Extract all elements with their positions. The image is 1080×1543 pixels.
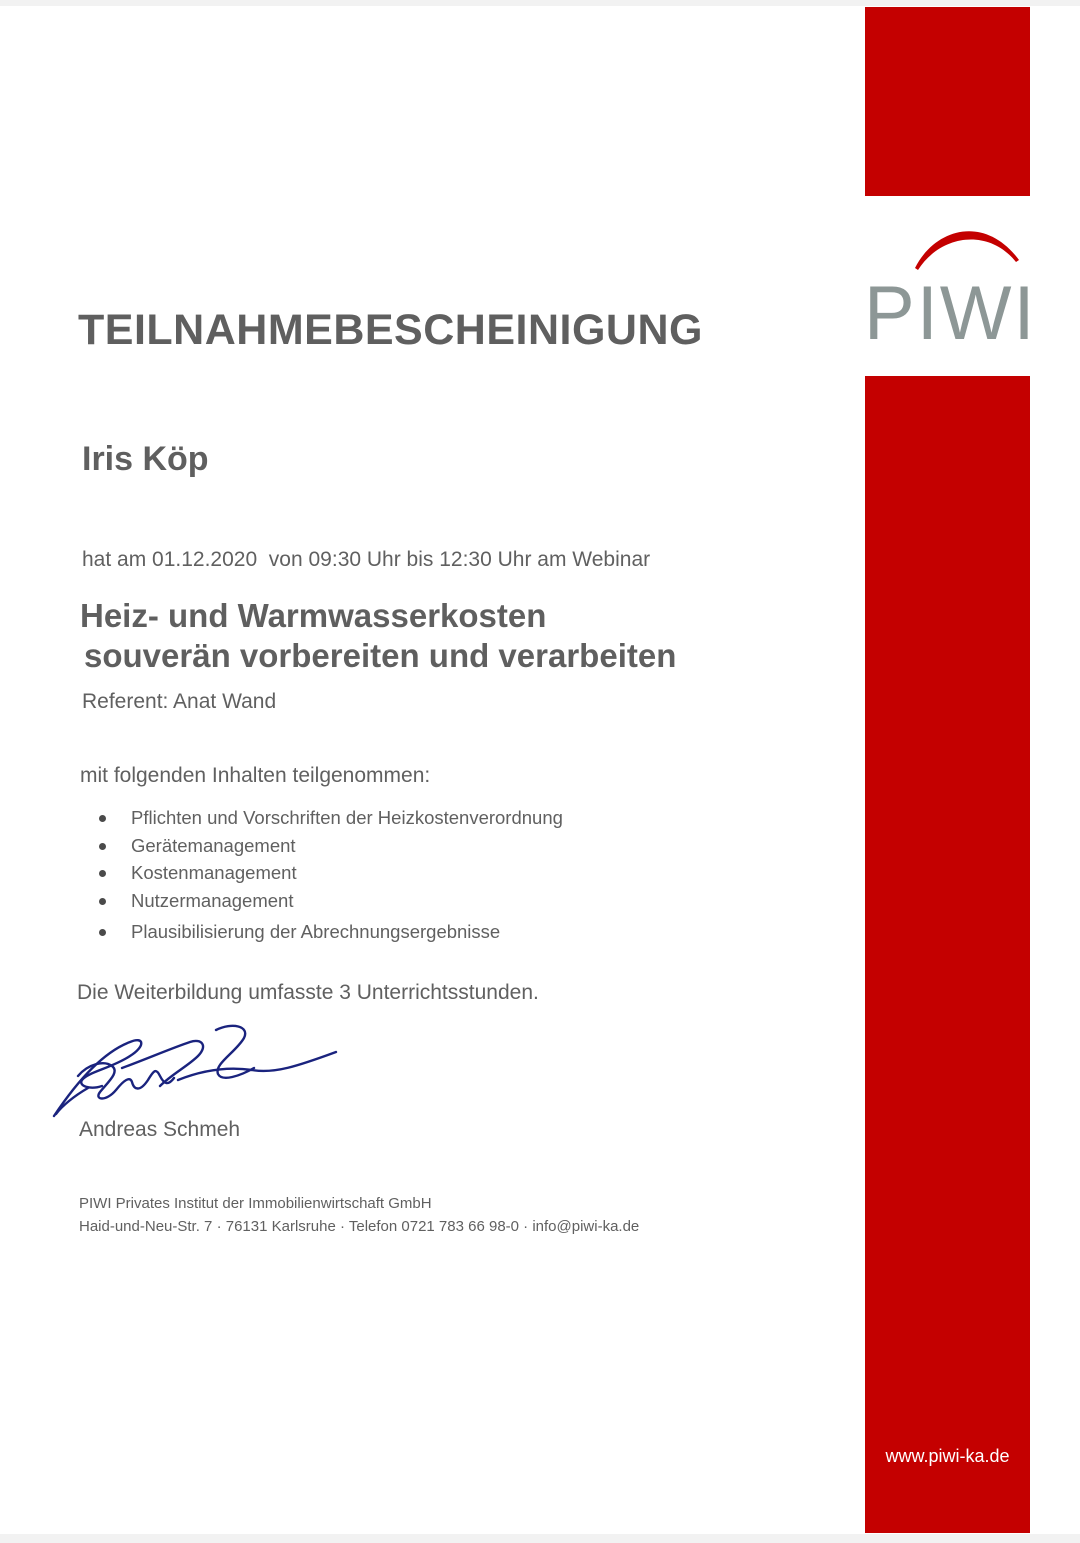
footer-company: PIWI Privates Institut der Immobilienwirtschaft GmbH	[79, 1195, 432, 1212]
list-item	[96, 804, 563, 832]
brand-bar-bottom	[865, 376, 1030, 1533]
list-item	[96, 887, 563, 915]
topic-label: Nutzermanagement	[131, 889, 294, 911]
date-line: hat am 01.12.2020 von 09:30 Uhr bis 12:30 Uhr am Webinar	[82, 548, 651, 571]
bullet-icon	[99, 870, 106, 877]
list-item	[96, 918, 563, 946]
bullet-icon	[99, 843, 106, 850]
hours-statement: Die Weiterbildung umfasste 3 Unterrichtsstunden.	[77, 981, 539, 1004]
footer-address	[79, 1192, 639, 1238]
topics-list	[96, 804, 563, 946]
topic-label: Kostenmanagement	[131, 862, 297, 883]
bullet-icon	[99, 929, 106, 936]
course-title-line-2: souverän vorbereiten und verarbeiten	[84, 637, 677, 674]
list-item	[96, 859, 563, 887]
brand-bar-top	[865, 7, 1030, 196]
website-link[interactable]: www.piwi-ka.de	[885, 1446, 1010, 1466]
arc-swoosh-icon	[905, 214, 1025, 274]
course-title	[80, 596, 676, 676]
piwi-logo-text: PIWI	[864, 271, 1037, 356]
contents-intro: mit folgenden Inhalten teilgenommen:	[80, 764, 431, 787]
participant-name: Iris Köp	[82, 440, 209, 478]
referent-line: Referent: Anat Wand	[82, 690, 277, 713]
bullet-icon	[99, 898, 106, 905]
bullet-icon	[99, 815, 106, 822]
certificate-title: TEILNAHMEBESCHEINIGUNG	[78, 306, 703, 354]
footer-contact: Haid-und-Neu-Str. 7 · 76131 Karlsruhe · Telefon 0721 783 66 98-0 · info@piwi-ka.de	[79, 1218, 640, 1235]
topic-label: Gerätemanagement	[131, 834, 296, 856]
course-title-line-1: Heiz- und Warmwasserkosten	[80, 597, 547, 634]
signer-name: Andreas Schmeh	[79, 1118, 241, 1141]
topic-label: Plausibilisierung der Abrechnungsergebnisse	[131, 921, 501, 942]
topic-label: Pflichten und Vorschriften der Heizkostenverordnung	[131, 807, 563, 828]
list-item	[96, 832, 563, 860]
handwritten-signature-icon	[48, 1020, 348, 1125]
